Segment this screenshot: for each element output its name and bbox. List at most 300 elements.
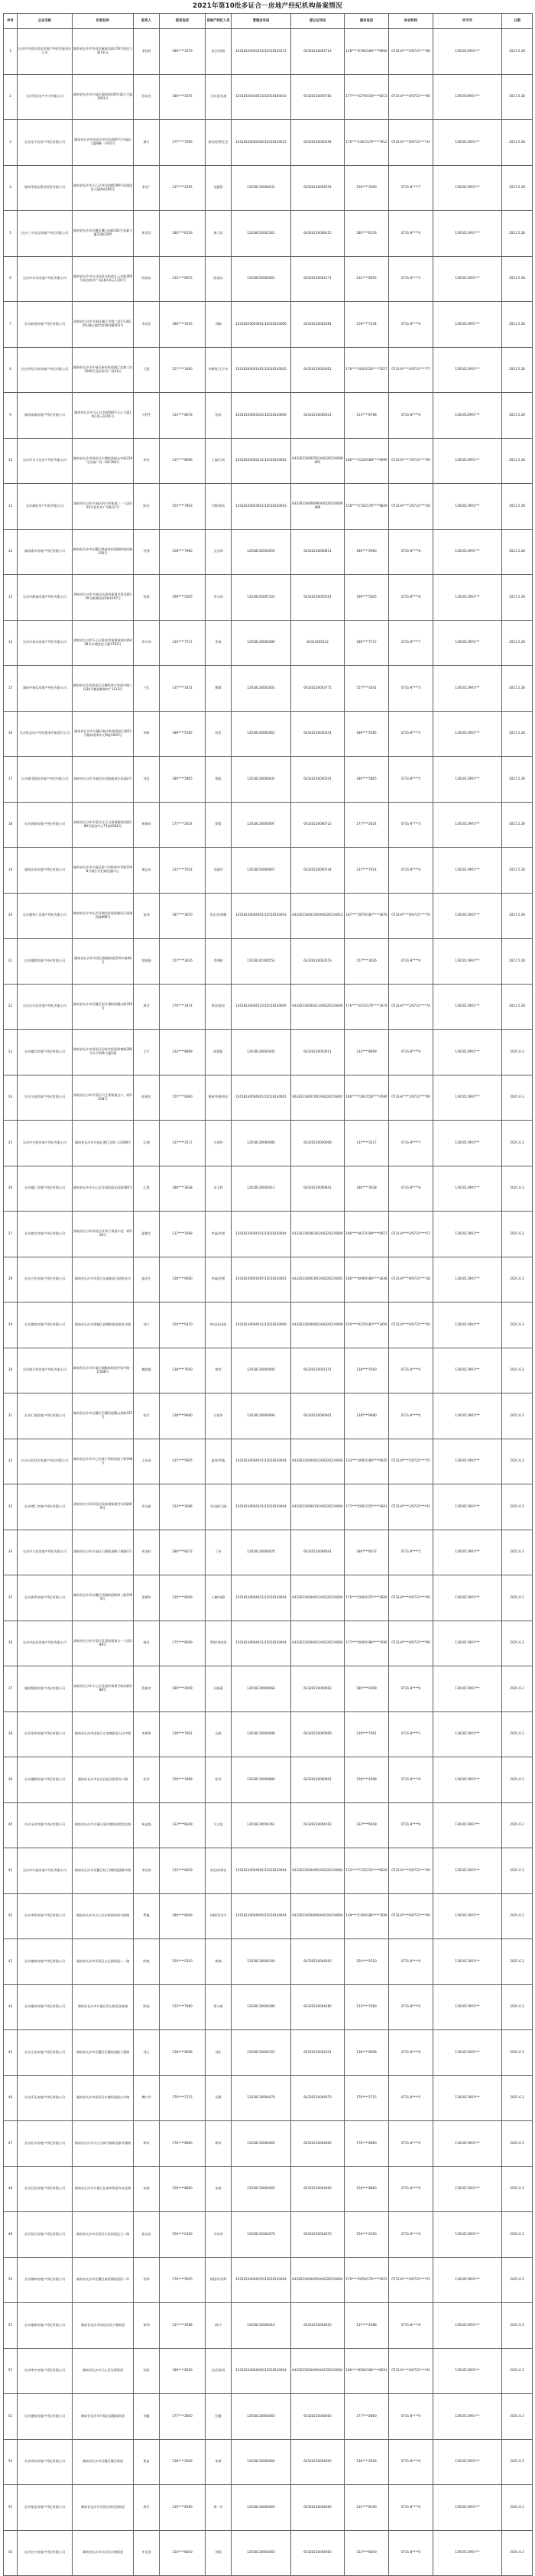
cell-reg-no: 64320216003771: [291, 666, 345, 712]
cell-contact: 覃荣: [134, 2121, 160, 2167]
cell-reg-no: 64320216004101: [291, 2030, 345, 2076]
cell-reg-no: 64320216001351: [291, 1348, 345, 1393]
cell-company: 长沙湘和仁房地产经纪有限公司: [18, 893, 73, 939]
table-row: [4, 1393, 533, 1439]
cell-date: 2021.6.3: [502, 2348, 533, 2394]
cell-company: 长沙市芙蓉区凯达房地产经纪有限责任公司: [18, 29, 73, 75]
cell-service-phone: 133****3065/186****0625: [345, 1439, 389, 1484]
cell-company: 长沙德泽房地产经纪有限公司: [18, 1984, 73, 2030]
cell-service-phone: 137****3217: [345, 1121, 389, 1166]
cell-license: 1301011991***: [433, 1848, 502, 1894]
table-row: [4, 575, 533, 621]
cell-company: 长沙鸿威房地产经纪有限公司: [18, 802, 73, 848]
cell-mgmt-no: 12018130004010: [232, 2303, 291, 2349]
cell-agent: 刘淑萍: [206, 848, 232, 894]
cell-company: 湖南富溪房地产经纪有限公司: [18, 393, 73, 439]
cell-contact: 魏建港: [134, 1348, 160, 1393]
cell-date: 2021.6.3: [502, 1666, 533, 1712]
cell-mgmt-no: 12018150002661: [232, 256, 291, 302]
cell-mgmt-no: 12018130004050/12018130004: [232, 2257, 291, 2303]
cell-seq: 50: [4, 2257, 18, 2303]
cell-agent: 冯晓燕: [206, 1666, 232, 1712]
table-row: [4, 529, 533, 575]
cell-mgmt-no: 12018130004021/12018130004: [232, 1575, 291, 1621]
table-row: [4, 848, 533, 894]
cell-agent: 王成龙/朱通: [206, 74, 232, 120]
cell-license: 1301011991***: [433, 1393, 502, 1439]
cell-date: 2021.5.28: [502, 29, 533, 75]
cell-company: 长沙捷信房地产经纪有限公司: [18, 1030, 73, 1075]
cell-contact: 管新荣: [134, 1666, 160, 1712]
cell-contact: 罗捷: [134, 1893, 160, 1939]
cell-seq: 9: [4, 393, 18, 439]
cell-date: 2021.5.28: [502, 802, 533, 848]
cell-service-phone: 180****5865: [345, 757, 389, 803]
cell-phone: 133****8899: [160, 1030, 206, 1075]
cell-phone: 138****2606: [160, 2439, 206, 2485]
cell-license: 1301016991***: [433, 74, 502, 120]
cell-agent: 刘宏: [206, 2030, 232, 2076]
cell-company: 湖南居禾房地产经纪有限公司: [18, 848, 73, 894]
cell-reg-no: 64320216004101/64320216004: [291, 1484, 345, 1530]
table-row: [4, 2348, 533, 2394]
cell-phone: 176****8960: [160, 2121, 206, 2167]
cell-service-phone: 158****2732/176****9829: [345, 484, 389, 530]
cell-seq: 51: [4, 2303, 18, 2349]
cell-reg-no: 64320216004070: [291, 2075, 345, 2121]
cell-service-phone: 176****3472/176****3474: [345, 984, 389, 1030]
cell-contact: 江慧: [134, 1166, 160, 1212]
cell-association: 0731-8****5: [389, 711, 433, 757]
cell-agent: 李锦联: [206, 939, 232, 985]
cell-seq: 29: [4, 1303, 18, 1348]
cell-mgmt-no: 12018160001061/12018130020: [232, 347, 291, 393]
cell-service-phone: 150****9370/182****3456: [345, 1303, 389, 1348]
cell-license: 1301011991***: [433, 711, 502, 757]
cell-agent: 何晋: [206, 711, 232, 757]
cell-company: 长沙世纪九铭房地产经纪有限公司: [18, 347, 73, 393]
cell-date: 2021.5.28: [502, 575, 533, 621]
cell-service-phone: 176****5050/176****5051: [345, 2257, 389, 2303]
cell-address: 湖南省长沙市雨花区东塘街道韶山中路229号泊富广场二期1308号: [73, 438, 134, 484]
table-row: [4, 939, 533, 985]
table-row: [4, 1075, 533, 1121]
cell-contact: 李亮: [134, 438, 160, 484]
cell-reg-no: 64320216004060: [291, 2166, 345, 2212]
table-row: [4, 165, 533, 211]
cell-mgmt-no: 12018130000068: [232, 1666, 291, 1712]
table-row: [4, 438, 533, 484]
cell-license: 1301012991***: [433, 393, 502, 439]
cell-company: 长沙森青房地产经纪有限公司: [18, 1575, 73, 1621]
cell-service-phone: 157****3261: [345, 666, 389, 712]
cell-association: 0731-8****8: [389, 575, 433, 621]
cell-seq: 23: [4, 1030, 18, 1075]
cell-address: 湖南省长沙市天心区金盆岭街道书院南路388号: [73, 1666, 134, 1712]
cell-address: 湖南省长沙市雨花区东塘街道韶山中路: [73, 2075, 134, 2121]
cell-service-phone: 132****9655: [345, 256, 389, 302]
cell-address: 湖南省长沙市芙蓉区马王堆街道远大一路1028号: [73, 1075, 134, 1121]
cell-address: 湖南省长沙市岳麓区银盆岭街道桐梓坡西路256号: [73, 529, 134, 575]
header-license: 许可号: [433, 14, 502, 29]
cell-company: 长沙优品房产经纪服务有限责任公司: [18, 711, 73, 757]
cell-contact: 刘浩: [134, 757, 160, 803]
cell-mgmt-no: 12018130004070: [232, 2212, 291, 2258]
header-agent: 房地产经纪人员: [206, 14, 232, 29]
cell-date: 2021.6.3: [502, 1621, 533, 1666]
cell-agent: 罗斌/李国强: [206, 1621, 232, 1666]
cell-license: 1301011991***: [433, 2394, 502, 2440]
table-row: [4, 893, 533, 939]
cell-seq: 47: [4, 2121, 18, 2167]
cell-phone: 158****8860: [160, 2166, 206, 2212]
cell-date: 2021.6.3: [502, 1121, 533, 1166]
cell-company: 长沙集金房地产经纪有限公司: [18, 2485, 73, 2531]
cell-date: 2021.6.3: [502, 1802, 533, 1848]
cell-service-phone: 137****7014: [345, 848, 389, 894]
cell-date: 2021.6.3: [502, 1030, 533, 1075]
cell-phone: 157****3400: [160, 347, 206, 393]
cell-agent: 吴静: [206, 2075, 232, 2121]
cell-contact: 易坤: [134, 893, 160, 939]
cell-agent: 李宜涛/徐宏: [206, 1848, 232, 1894]
cell-seq: 26: [4, 1166, 18, 1212]
cell-contact: 陈杰: [134, 484, 160, 530]
cell-contact: 李宜涛: [134, 1848, 160, 1894]
cell-service-phone: 139****1309/186****7699: [345, 1893, 389, 1939]
cell-phone: 137****3451: [160, 666, 206, 712]
cell-mgmt-no: 12018130004101/12018130004: [232, 1484, 291, 1530]
cell-association: 0731-8****6: [389, 302, 433, 348]
cell-address: 湖南省长沙市雨花区砂子塘街道: [73, 2303, 134, 2349]
cell-address: 湖南省长沙市开福区望麓园街道: [73, 2394, 134, 2440]
cell-contact: 肖强: [134, 529, 160, 575]
cell-license: 1301011991***: [433, 666, 502, 712]
cell-phone: 130****6699: [160, 1575, 206, 1621]
cell-mgmt-no: 12018130004050: [232, 529, 291, 575]
cell-association: 0731-8****4: [389, 848, 433, 894]
cell-phone: 133****7680: [160, 1984, 206, 2030]
cell-company: 长沙市中盛房地产经纪有限公司: [18, 1848, 73, 1894]
cell-contact: 陈高: [134, 1984, 160, 2030]
cell-phone: 187****3670: [160, 893, 206, 939]
cell-license: 1301011991***: [433, 1121, 502, 1166]
cell-contact: 孙东良: [134, 74, 160, 120]
cell-contact: 李定广: [134, 165, 160, 211]
cell-date: 2021.5.28: [502, 757, 533, 803]
cell-service-phone: 150****5310: [345, 1939, 389, 1985]
cell-license: 1301011991***: [433, 2257, 502, 2303]
cell-date: 2021.5.28: [502, 939, 533, 985]
cell-mgmt-no: 12018130000880: [232, 1757, 291, 1803]
cell-address: 湖南省长沙市芙蓉区东湖街道马坡岭社区: [73, 1257, 134, 1303]
cell-seq: 18: [4, 802, 18, 848]
cell-reg-no: 64320216002061: [291, 347, 345, 393]
cell-mgmt-no: 12018130004011: [232, 1166, 291, 1212]
cell-service-phone: 186****3638: [345, 1166, 389, 1212]
table-row: [4, 1893, 533, 1939]
cell-mgmt-no: 12018130004060: [232, 2394, 291, 2440]
cell-association: 0731-8****2: [389, 1530, 433, 1575]
cell-mgmt-no: 12018130004000/12018130004: [232, 2348, 291, 2394]
cell-agent: 李万邦: [206, 575, 232, 621]
cell-association: 0731-8****1/0731****01: [389, 1484, 433, 1530]
cell-service-phone: 189****5585: [345, 711, 389, 757]
cell-company: 长沙市卓东房地产经纪有限公司: [18, 256, 73, 302]
table-row: [4, 802, 533, 848]
cell-address: 湖南省长沙市芙蓉区湘湖街道蔡锷中路48号: [73, 939, 134, 985]
cell-license: 1301011991***: [433, 256, 502, 302]
cell-company: 长沙岳龙房地产经纪有限公司: [18, 2030, 73, 2076]
cell-license: 1301011991***: [433, 757, 502, 803]
cell-association: 0731-8****0/0731****51: [389, 2257, 433, 2303]
cell-mgmt-no: 12018150000667: [232, 848, 291, 894]
cell-address: 湖南省长沙市岳麓区桔子洲街道潇湘中路: [73, 1848, 134, 1894]
cell-company: 湖南惠丰房地产经纪有限公司: [18, 529, 73, 575]
cell-contact: 何斌: [134, 575, 160, 621]
table-row: [4, 2166, 533, 2212]
cell-service-phone: 138****7640: [345, 1348, 389, 1393]
cell-seq: 52: [4, 2348, 18, 2394]
cell-address: 湖南省长沙市天心区桂花坪街道新韶东路428号东城金色大厦1703号: [73, 620, 134, 666]
cell-agent: 寻存奉: [206, 2212, 232, 2258]
cell-service-phone: 138****9698: [345, 2030, 389, 2076]
cell-association: 0731-8****7: [389, 620, 433, 666]
cell-license: 1301011991***: [433, 2075, 502, 2121]
table-row: [4, 29, 533, 75]
cell-seq: 43: [4, 1939, 18, 1985]
cell-date: 2021.6.3: [502, 1848, 533, 1894]
cell-association: 0731-8****0: [389, 2166, 433, 2212]
cell-license: 1301011991***: [433, 2303, 502, 2349]
cell-address: 湖南省长沙市天心区新开铺街道新开铺路: [73, 2121, 134, 2167]
cell-reg-no: 64320216004041: [291, 1530, 345, 1575]
table-row: [4, 711, 533, 757]
cell-address: 湖南省长沙市开福区东风路街道东风路2号: [73, 757, 134, 803]
cell-mgmt-no: 12018130004011/12018130009: [232, 1303, 291, 1348]
cell-mgmt-no: 12018141000553: [232, 939, 291, 985]
cell-service-phone: 186****7717: [345, 620, 389, 666]
cell-mgmt-no: 12018130004060: [232, 2439, 291, 2485]
cell-date: 2021.5.28: [502, 393, 533, 439]
cell-reg-no: 64320216000744: [291, 848, 345, 894]
cell-reg-no: 64320216004091/64320216004: [291, 1848, 345, 1894]
cell-address: 湖南省长沙市岳麓区观沙岭街道滨江路53号楷林商务中心B座1903号: [73, 711, 134, 757]
cell-license: 1301011991***: [433, 302, 502, 348]
cell-license: 1301011991***: [433, 939, 502, 985]
cell-reg-no: 64320216006321: [291, 393, 345, 439]
cell-seq: 42: [4, 1893, 18, 1939]
table-row: [4, 1939, 533, 1985]
cell-date: 2021.6.3: [502, 1075, 533, 1121]
cell-address: 湖南省长沙市雨花区井湾子街道中意一路108号: [73, 1212, 134, 1257]
cell-contact: 龚亭: [134, 2485, 160, 2531]
cell-agent: 王鹏/刘静: [206, 1575, 232, 1621]
cell-mgmt-no: 12018130004310/12018130006: [232, 984, 291, 1030]
cell-association: 0731-8****0/0731****90: [389, 1621, 433, 1666]
cell-service-phone: 186****4672/199****0657: [345, 1212, 389, 1257]
cell-service-phone: 133****7135/152****6029: [345, 1848, 389, 1894]
cell-company: 长沙李智房地产经纪有限公司: [18, 1893, 73, 1939]
cell-contact: 谭志庆: [134, 848, 160, 894]
cell-association: 0731-8****6: [389, 393, 433, 439]
cell-contact: 何金枝: [134, 1530, 160, 1575]
cell-license: 1301011991***: [433, 211, 502, 257]
header-row: [4, 14, 533, 29]
cell-agent: 杨建华/肖辉: [206, 2257, 232, 2303]
cell-association: 0731-8****0/0731****00: [389, 1575, 433, 1621]
cell-reg-no: 64320216005561: [291, 575, 345, 621]
table-row: [4, 2075, 533, 2121]
cell-license: 1301011991***: [433, 1939, 502, 1985]
cell-address: 湖南省长沙市岳麓区西湖街道枫林三路1099号: [73, 1575, 134, 1621]
cell-service-phone: 138****2606: [345, 2439, 389, 2485]
cell-phone: 186****1935: [160, 302, 206, 348]
cell-contact: 刘宁: [134, 1303, 160, 1348]
cell-mgmt-no: 12018130000080: [232, 1121, 291, 1166]
cell-company: 长沙三川永信房地产经纪有限公司: [18, 211, 73, 257]
cell-phone: 157****3626: [160, 939, 206, 985]
cell-contact: 刘云: [134, 2030, 160, 2076]
cell-address: 湖南省长沙市长沙县星沙街道开元东路260号星沙商业广场1栋1单元1101号: [73, 256, 134, 302]
cell-company: 长沙博宇房地产经纪有限公司: [18, 2348, 73, 2394]
cell-seq: 16: [4, 711, 18, 757]
cell-association: 0731-8****4: [389, 802, 433, 848]
cell-agent: 钟光/孙国政: [206, 1303, 232, 1348]
cell-phone: 180****2609: [160, 1666, 206, 1712]
cell-address: 湖南省长沙市开福区月湖街道鸭子铺路1号: [73, 1530, 134, 1575]
cell-seq: 19: [4, 848, 18, 894]
table-row: [4, 1757, 533, 1803]
cell-contact: 刘婕: [134, 2394, 160, 2440]
cell-date: 2021.6.3: [502, 2257, 533, 2303]
cell-contact: 王彪: [134, 347, 160, 393]
cell-date: 2021.6.3: [502, 1257, 533, 1303]
cell-phone: 132****9655: [160, 256, 206, 302]
cell-contact: 张洋: [134, 1757, 160, 1803]
cell-association: 0731-8****7: [389, 1121, 433, 1166]
cell-contact: 李万坤: [134, 620, 160, 666]
cell-association: 0731-8****5/0731****25: [389, 1439, 433, 1484]
cell-seq: 44: [4, 1984, 18, 2030]
cell-company: 长沙宏兴房地产经纪有限公司: [18, 2530, 73, 2576]
cell-phone: 137****8096: [160, 438, 206, 484]
cell-seq: 45: [4, 2030, 18, 2076]
cell-association: 0731-8****0: [389, 2212, 433, 2258]
cell-phone: 138****7640: [160, 1348, 206, 1393]
cell-reg-no: 64320216007001/64320216007: [291, 1075, 345, 1121]
cell-seq: 7: [4, 302, 18, 348]
cell-reg-no: 64320216000901: [291, 1393, 345, 1439]
cell-association: 0731-8****0: [389, 1984, 433, 2030]
cell-license: 1301011991***: [433, 1212, 502, 1257]
cell-company: 长沙聚百利房地产经纪有限公司: [18, 1348, 73, 1393]
cell-agent: 徐俊: [206, 802, 232, 848]
cell-service-phone: 187****3670/187****3670: [345, 893, 389, 939]
cell-mgmt-no: 12018130003601/12018140003: [232, 484, 291, 530]
cell-contact: 梁莉娟: [134, 939, 160, 985]
table-row: [4, 347, 533, 393]
table-row: [4, 256, 533, 302]
cell-date: 2021.6.3: [502, 1893, 533, 1939]
cell-agent: 张洋: [206, 1757, 232, 1803]
cell-company: 长沙悦合房地产经纪有限公司: [18, 2212, 73, 2258]
table-row: [4, 2030, 533, 2076]
table-row: [4, 1666, 533, 1712]
cell-agent: 彭杰/刘霞: [206, 29, 232, 75]
cell-license: 1301011991***: [433, 120, 502, 166]
table-row: [4, 984, 533, 1030]
cell-service-phone: 139****7061: [345, 1711, 389, 1757]
cell-address: 湖南省长沙市岳麓区岳麓街道麓山南路222号: [73, 1393, 134, 1439]
table-row: [4, 757, 533, 803]
cell-seq: 39: [4, 1757, 18, 1803]
cell-association: 0731-8****3: [389, 666, 433, 712]
cell-date: 2021.6.3: [502, 1939, 533, 1985]
cell-date: 2021.6.3: [502, 2530, 533, 2576]
cell-date: 2021.6.3: [502, 1575, 533, 1621]
cell-reg-no: 64320216000009: [291, 1711, 345, 1757]
cell-date: 2021.5.28: [502, 302, 533, 348]
table-body: [4, 29, 533, 2576]
cell-agent: 左能华: [206, 1393, 232, 1439]
cell-reg-no: 64320216004300: [291, 1939, 345, 1985]
cell-association: 0731-8****9: [389, 1030, 433, 1075]
cell-association: 0731-8****9: [389, 1802, 433, 1848]
cell-agent: 胡/小: [206, 2303, 232, 2349]
cell-service-phone: 177****2624: [345, 802, 389, 848]
cell-seq: 1: [4, 29, 18, 75]
cell-date: 2021.5.28: [502, 74, 533, 120]
cell-address: 湖南省长沙市雨花区雨花亭街道香樟路286号东方明珠大厦1楼: [73, 1030, 134, 1075]
cell-seq: 14: [4, 620, 18, 666]
cell-contact: 肖辉: [134, 2257, 160, 2303]
cell-service-phone: 186****7291/156****4590: [345, 1075, 389, 1121]
cell-seq: 20: [4, 893, 18, 939]
cell-agent: 陈爱东: [206, 256, 232, 302]
cell-reg-no: 64320216001601/64320216001: [291, 1257, 345, 1303]
header-contact: 联系人: [134, 14, 160, 29]
cell-association: 0731-8****8: [389, 1757, 433, 1803]
cell-company: 长沙德鼎房地产经纪有限公司: [18, 939, 73, 985]
cell-phone: 155****7803: [160, 484, 206, 530]
cell-mgmt-no: 12018130000831: [232, 757, 291, 803]
cell-company: 长沙德锐房地产经纪有限公司: [18, 2394, 73, 2440]
cell-agent: 李腾宽/王少东: [206, 347, 232, 393]
cell-agent: 曾荣: [206, 1348, 232, 1393]
cell-mgmt-no: 12018130004161: [232, 1802, 291, 1848]
cell-address: 湖南省长沙市芙蓉区解放东路178号凯达大厦1单元: [73, 29, 134, 75]
cell-phone: 137****2295: [160, 165, 206, 211]
cell-company: 长沙佳和房地产经纪有限公司: [18, 1711, 73, 1757]
cell-date: 2021.5.28: [502, 984, 533, 1030]
header-company: 企业名称: [18, 14, 73, 29]
cell-company: 长沙城市庭院房地产经纪有限公司: [18, 757, 73, 803]
cell-contact: 杨友良: [134, 2212, 160, 2258]
cell-license: 1301011991***: [433, 1757, 502, 1803]
cell-company: 长沙市德诚房地产经纪有限公司: [18, 575, 73, 621]
cell-agent: 冯芸/孙尉: [206, 2348, 232, 2394]
cell-seq: 36: [4, 1621, 18, 1666]
cell-service-phone: 150****0160: [345, 2212, 389, 2258]
cell-seq: 22: [4, 984, 18, 1030]
table-row: [4, 2439, 533, 2485]
table-row: [4, 120, 533, 166]
header-reg-no: 登记证号码: [291, 14, 345, 29]
cell-date: 2021.5.28: [502, 256, 533, 302]
cell-agent: 闫辉/周浩: [206, 484, 232, 530]
cell-service-phone: 176****8960: [345, 2121, 389, 2167]
